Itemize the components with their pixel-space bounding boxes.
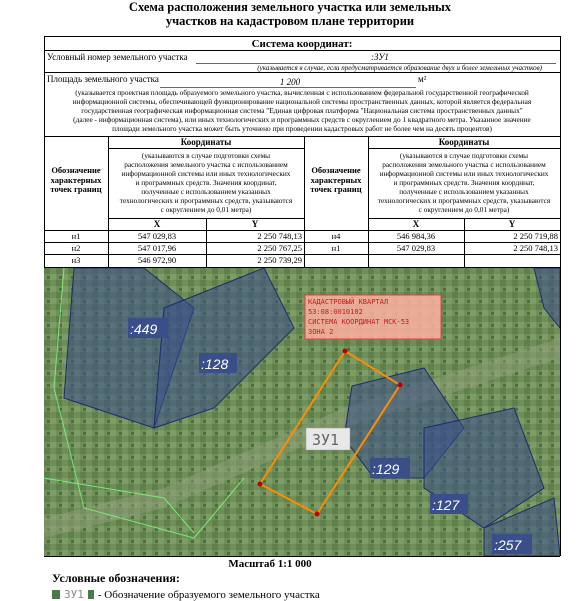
table-cell-point: н2 bbox=[71, 243, 81, 253]
parcel-number-label: :129 bbox=[372, 461, 400, 477]
cond-number-label: Условный номер земельного участка bbox=[47, 52, 188, 62]
coords-note-line: с округлением до 0,01 метра) bbox=[418, 205, 510, 214]
coords-note-line: и программных средств. Значения координат, bbox=[393, 178, 535, 187]
legend-swatch bbox=[52, 590, 60, 599]
table-cell-y: 2 250 748,13 bbox=[513, 243, 558, 253]
designation-line: характерных bbox=[50, 174, 102, 185]
table-border bbox=[108, 148, 304, 149]
table-border bbox=[44, 72, 560, 73]
title-line-1: Схема расположения земельного участка или земельных bbox=[128, 0, 452, 14]
table-cell-point: н1 bbox=[331, 243, 341, 253]
table-border-right bbox=[560, 36, 561, 556]
point-n4 bbox=[258, 482, 263, 487]
table-cell-x: 547 017,96 bbox=[137, 243, 177, 253]
coords-note-line: технологических и программных средств, указываются bbox=[119, 196, 293, 205]
title-line-2: участков на кадастровом плане территории bbox=[165, 14, 415, 28]
parcel-number-label: :257 bbox=[494, 537, 522, 553]
area-note bbox=[46, 88, 558, 133]
col-y-right: Y bbox=[508, 219, 516, 229]
coords-note-right bbox=[368, 151, 560, 214]
coords-note-line: расположения земельного участка с использованием bbox=[382, 160, 546, 169]
table-border bbox=[368, 148, 560, 149]
kvartal-line-3: СИСТЕМА КООРДИНАТ МСК-53 bbox=[308, 318, 410, 326]
legend-item-label: ЗУ1 bbox=[64, 588, 84, 601]
table-cell-x: 547 029,83 bbox=[396, 243, 436, 253]
coords-note-line: расположения земельного участка с использованием bbox=[124, 160, 288, 169]
coords-note-left bbox=[108, 151, 304, 214]
designation-line: точек границ bbox=[50, 184, 102, 194]
table-border-bottom bbox=[44, 556, 560, 557]
designation-line: точек границ bbox=[310, 184, 362, 194]
area-label: Площадь земельного участка bbox=[47, 74, 159, 84]
area-unit: м² bbox=[418, 74, 427, 84]
coords-note-line: (указываются в случае подготовки схемы bbox=[141, 151, 271, 160]
point-n3 bbox=[315, 512, 320, 517]
coords-note-line: полученные с использованием указанных bbox=[141, 187, 271, 196]
coords-note-line: и программных средств. Значения координат, bbox=[135, 178, 277, 187]
area-value: 1 200 bbox=[279, 77, 301, 87]
parcel-number-label: :128 bbox=[201, 356, 229, 372]
legend-item bbox=[52, 588, 320, 601]
designation-header-left bbox=[44, 166, 108, 195]
legend-item-text: - Обозначение образуемого земельного участка bbox=[97, 588, 320, 601]
col-x-right: X bbox=[412, 219, 420, 229]
parcel-label: ЗУ1 bbox=[312, 431, 340, 449]
legend-swatch bbox=[88, 590, 94, 599]
coords-note-line: информационной системы или иных технологических bbox=[379, 169, 549, 178]
designation-line: характерных bbox=[310, 174, 362, 185]
coords-note-line: полученные с использованием указанных bbox=[399, 187, 529, 196]
table-border bbox=[44, 242, 560, 243]
kvartal-line-1: КАДАСТРОВЫЙ КВАРТАЛ bbox=[308, 298, 389, 306]
coords-note-line: с округлением до 0,01 метра) bbox=[160, 205, 252, 214]
area-note-line: (далее - информационная система), или иных технологических и программных средств с округлением до 1 квадратного метра. Указанное значение bbox=[73, 115, 531, 124]
point-n1 bbox=[343, 349, 348, 354]
table-border bbox=[44, 254, 560, 255]
table-cell-y: 2 250 748,13 bbox=[257, 231, 302, 241]
table-cell-y: 2 250 739,29 bbox=[257, 255, 302, 265]
coords-header-right: Координаты bbox=[438, 137, 490, 147]
designation-header-right bbox=[304, 166, 368, 195]
area-note-line: площади земельного участка может быть уточнено при проведении кадастровых работ не более чем на десять процентов) bbox=[112, 124, 492, 133]
coords-note-line: информационной системы или иных технологических bbox=[121, 169, 291, 178]
table-cell-point: н3 bbox=[71, 255, 81, 265]
cond-number-note: (указывается в случае, если предусматривается образование двух и более земельных участков) bbox=[257, 64, 542, 72]
coords-header-left: Координаты bbox=[180, 137, 232, 147]
area-note-line: (указывается проектная площадь образуемого земельного участка, вычисленная с использованием федеральной государственной географической bbox=[75, 88, 529, 97]
legend-title: Условные обозначения: bbox=[52, 571, 180, 585]
kvartal-line-2: 53:08:0010102 bbox=[308, 308, 363, 316]
table-cell-y: 2 250 719,88 bbox=[513, 231, 558, 241]
document-title bbox=[0, 0, 580, 28]
coords-note-line: (указываются в случае подготовки схемы bbox=[399, 151, 529, 160]
kvartal-line-4: ЗОНА 2 bbox=[308, 328, 334, 336]
table-cell-point: н1 bbox=[71, 231, 81, 241]
table-border-top bbox=[44, 36, 560, 37]
col-y-left: Y bbox=[251, 219, 259, 229]
map-svg bbox=[44, 268, 560, 556]
col-x-left: X bbox=[153, 219, 161, 229]
area-note-line: информационной системы, обеспечивающей функционирование национальной системы пространственных данных, которой является федеральная bbox=[72, 97, 532, 106]
coord-system-heading: Система координат: bbox=[251, 38, 353, 50]
table-border bbox=[44, 50, 560, 51]
table-cell-x: 546 984,36 bbox=[396, 231, 436, 241]
table-border bbox=[44, 230, 560, 231]
parcel-number-label: :449 bbox=[130, 321, 158, 337]
map-scale: Масштаб 1:1 000 bbox=[228, 558, 312, 570]
table-cell-point: н4 bbox=[331, 231, 341, 241]
parcel-number-label: :127 bbox=[432, 497, 460, 513]
cadastral-map bbox=[44, 268, 560, 556]
coords-note-line: технологических и программных средств, указываются bbox=[377, 196, 551, 205]
table-cell-x: 546 972,90 bbox=[137, 255, 177, 265]
table-cell-y: 2 250 767,25 bbox=[257, 243, 302, 253]
cond-number-value: :ЗУ1 bbox=[371, 52, 389, 62]
area-note-line: государственная географическая информационная система "Единая цифровая платформа "Национальная система пространственных данных" bbox=[81, 106, 523, 115]
designation-line: Обозначение bbox=[51, 165, 101, 175]
designation-line: Обозначение bbox=[311, 165, 361, 175]
point-n2 bbox=[398, 383, 403, 388]
table-cell-x: 547 029,83 bbox=[137, 231, 177, 241]
